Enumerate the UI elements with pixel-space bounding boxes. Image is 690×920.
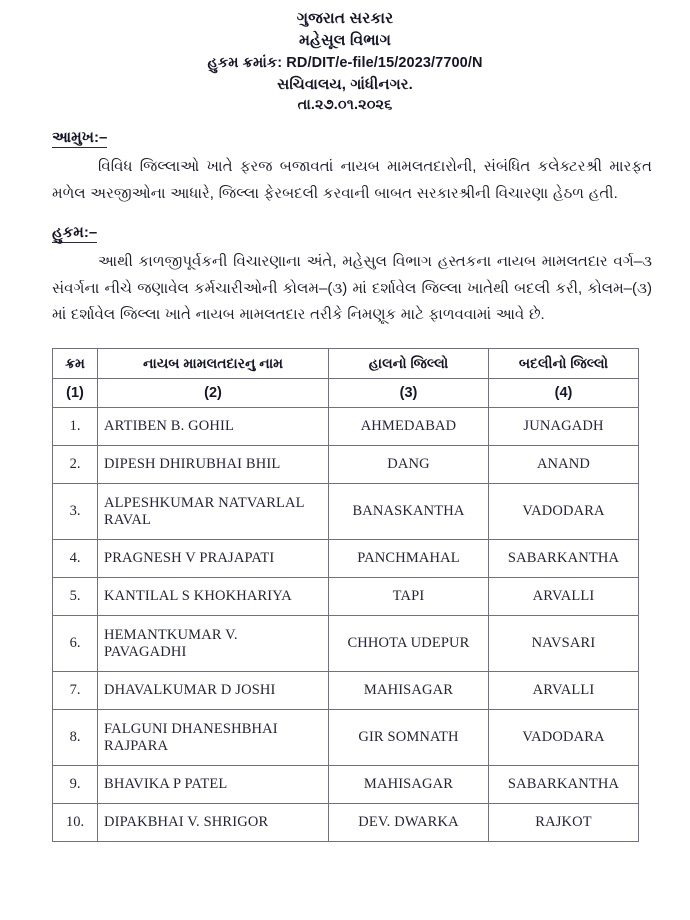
order-date: તા.૨૭.૦૧.૨૦૨૬ bbox=[297, 96, 393, 113]
cell-name: FALGUNI DHANESHBHAI RAJPARA bbox=[98, 710, 329, 766]
cell-name: DIPESH DHIRUBHAI BHIL bbox=[98, 446, 329, 484]
cell-name: DHAVALKUMAR D JOSHI bbox=[98, 672, 329, 710]
table-row bbox=[53, 804, 639, 842]
government-name: ગુજરાત સરકાર bbox=[296, 10, 394, 27]
table-body bbox=[53, 408, 639, 842]
cell-current-dist: TAPI bbox=[329, 578, 489, 616]
issuing-place: સચિવાલય, ગાંધીનગર. bbox=[277, 75, 413, 93]
cell-sr: 1. bbox=[53, 408, 98, 446]
table-row bbox=[53, 616, 639, 672]
department-name: મહેસૂલ વિભાગ bbox=[298, 32, 391, 49]
cell-current-dist: MAHISAGAR bbox=[329, 766, 489, 804]
cell-sr: 6. bbox=[53, 616, 98, 672]
order-number: હુકમ ક્રમાંક: RD/DIT/e-file/15/2023/7700/N bbox=[207, 55, 483, 71]
column-number-2: (2) bbox=[98, 379, 329, 408]
cell-sr: 10. bbox=[53, 804, 98, 842]
column-header-new-dist: બદલીનો જિલ્લો bbox=[489, 348, 639, 379]
cell-name: BHAVIKA P PATEL bbox=[98, 766, 329, 804]
cell-name: KANTILAL S KHOKHARIYA bbox=[98, 578, 329, 616]
cell-name: PRAGNESH V PRAJAPATI bbox=[98, 540, 329, 578]
column-number-3: (3) bbox=[329, 379, 489, 408]
table-header-row bbox=[53, 348, 639, 379]
cell-current-dist: CHHOTA UDEPUR bbox=[329, 616, 489, 672]
column-number-1: (1) bbox=[53, 379, 98, 408]
cell-new-dist: NAVSARI bbox=[489, 616, 639, 672]
document-header bbox=[0, 0, 690, 115]
column-number-4: (4) bbox=[489, 379, 639, 408]
cell-current-dist: DEV. DWARKA bbox=[329, 804, 489, 842]
table-row bbox=[53, 408, 639, 446]
transfer-table bbox=[52, 348, 639, 843]
cell-name: ALPESHKUMAR NATVARLAL RAVAL bbox=[98, 484, 329, 540]
order-paragraph: આથી કાળજીપૂર્વકની વિચારણાના અંતે, મહેસુલ વિભાગ હસ્તકના નાયબ મામલતદાર વર્ગ–૩ સંવર્ગના નીચે જણાવેલ કર્મચારીઓની કોલમ–(૩) માં દર્શાવેલ જિલ્લા ખાતેથી બદલી કરી, કોલમ–(૩) માં દર્શાવેલ જિલ્લા ખાતે નાયબ મામલતદાર તરીકે નિમણૂક માટે ફાળવવામાં આવે છે. bbox=[52, 252, 652, 324]
cell-name: HEMANTKUMAR V. PAVAGADHI bbox=[98, 616, 329, 672]
cell-sr: 5. bbox=[53, 578, 98, 616]
cell-sr: 9. bbox=[53, 766, 98, 804]
cell-current-dist: PANCHMAHAL bbox=[329, 540, 489, 578]
table-row bbox=[53, 578, 639, 616]
table-column-number-row bbox=[53, 379, 639, 408]
cell-new-dist: RAJKOT bbox=[489, 804, 639, 842]
cell-sr: 2. bbox=[53, 446, 98, 484]
cell-new-dist: SABARKANTHA bbox=[489, 540, 639, 578]
transfer-table-container bbox=[52, 348, 638, 843]
cell-new-dist: ARVALLI bbox=[489, 578, 639, 616]
cell-new-dist: ANAND bbox=[489, 446, 639, 484]
cell-current-dist: GIR SOMNATH bbox=[329, 710, 489, 766]
cell-new-dist: VADODARA bbox=[489, 710, 639, 766]
cell-name: DIPAKBHAI V. SHRIGOR bbox=[98, 804, 329, 842]
cell-new-dist: JUNAGADH bbox=[489, 408, 639, 446]
cell-new-dist: SABARKANTHA bbox=[489, 766, 639, 804]
column-header-name: નાયબ મામલતદારનુ નામ bbox=[98, 348, 329, 379]
cell-current-dist: BANASKANTHA bbox=[329, 484, 489, 540]
preamble-heading: આમુખ:– bbox=[52, 129, 108, 147]
table-row bbox=[53, 484, 639, 540]
cell-sr: 7. bbox=[53, 672, 98, 710]
cell-name: ARTIBEN B. GOHIL bbox=[98, 408, 329, 446]
table-row bbox=[53, 540, 639, 578]
table-row bbox=[53, 766, 639, 804]
cell-current-dist: MAHISAGAR bbox=[329, 672, 489, 710]
table-header bbox=[53, 348, 639, 408]
cell-sr: 8. bbox=[53, 710, 98, 766]
cell-new-dist: ARVALLI bbox=[489, 672, 639, 710]
cell-sr: 4. bbox=[53, 540, 98, 578]
cell-current-dist: DANG bbox=[329, 446, 489, 484]
cell-sr: 3. bbox=[53, 484, 98, 540]
cell-new-dist: VADODARA bbox=[489, 484, 639, 540]
column-header-current-dist: હાલનો જિલ્લો bbox=[329, 348, 489, 379]
table-row bbox=[53, 710, 639, 766]
table-row bbox=[53, 446, 639, 484]
order-heading: હુકમ:– bbox=[52, 223, 98, 241]
column-header-sr: ક્રમ bbox=[53, 348, 98, 379]
table-row bbox=[53, 672, 639, 710]
preamble-paragraph: વિવિધ જિલ્લાઓ ખાતે ફરજ બજાવતાં નાયબ મામલતદારોની, સંબંધિત કલેક્ટરશ્રી મારફત મળેલ અરજીઓના આધારે, જિલ્લા ફેરબદલી કરવાની બાબત સરકારશ્રીની વિચારણા હેઠળ હતી. bbox=[52, 158, 652, 203]
cell-current-dist: AHMEDABAD bbox=[329, 408, 489, 446]
